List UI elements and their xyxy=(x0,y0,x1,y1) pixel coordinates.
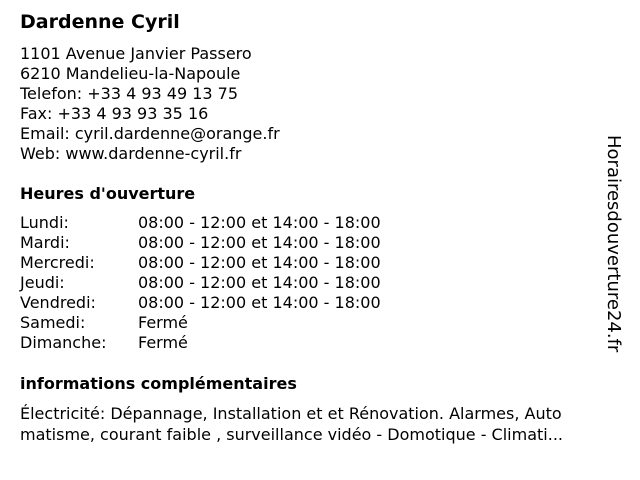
day-hours: 08:00 - 12:00 et 14:00 - 18:00 xyxy=(138,233,381,252)
opening-hours-heading: Heures d'ouverture xyxy=(20,184,196,203)
fax-number: Fax: +33 4 93 93 35 16 xyxy=(20,104,209,123)
business-name: Dardenne Cyril xyxy=(20,11,180,33)
contact-block xyxy=(20,44,280,164)
additional-info-heading: informations complémentaires xyxy=(20,374,297,393)
address-line-2: 6210 Mandelieu-la-Napoule xyxy=(20,64,241,83)
site-watermark: Horairesdouverture24.fr xyxy=(603,135,624,353)
day-hours: Fermé xyxy=(138,313,188,332)
description-line-1: Électricité: Dépannage, Installation et et Rénovation. Alarmes, Auto xyxy=(20,404,562,423)
phone-number: Telefon: +33 4 93 49 13 75 xyxy=(20,84,239,103)
day-hours: Fermé xyxy=(138,333,188,352)
additional-info-text xyxy=(20,403,620,445)
day-hours: 08:00 - 12:00 et 14:00 - 18:00 xyxy=(138,273,381,292)
day-hours: 08:00 - 12:00 et 14:00 - 18:00 xyxy=(138,253,381,272)
address-line-1: 1101 Avenue Janvier Passero xyxy=(20,44,252,63)
day-hours: 08:00 - 12:00 et 14:00 - 18:00 xyxy=(138,213,381,232)
day-label: Dimanche: xyxy=(20,333,107,352)
description-line-2: matisme, courant faible , surveillance vidéo - Domotique - Climati... xyxy=(20,425,563,444)
website-url: Web: www.dardenne-cyril.fr xyxy=(20,144,242,163)
day-label: Mercredi: xyxy=(20,253,95,272)
day-label: Samedi: xyxy=(20,313,86,332)
day-hours: 08:00 - 12:00 et 14:00 - 18:00 xyxy=(138,293,381,312)
day-label: Mardi: xyxy=(20,233,70,252)
day-label: Lundi: xyxy=(20,213,69,232)
day-label: Vendredi: xyxy=(20,293,96,312)
email-address: Email: cyril.dardenne@orange.fr xyxy=(20,124,280,143)
day-label: Jeudi: xyxy=(20,273,65,292)
